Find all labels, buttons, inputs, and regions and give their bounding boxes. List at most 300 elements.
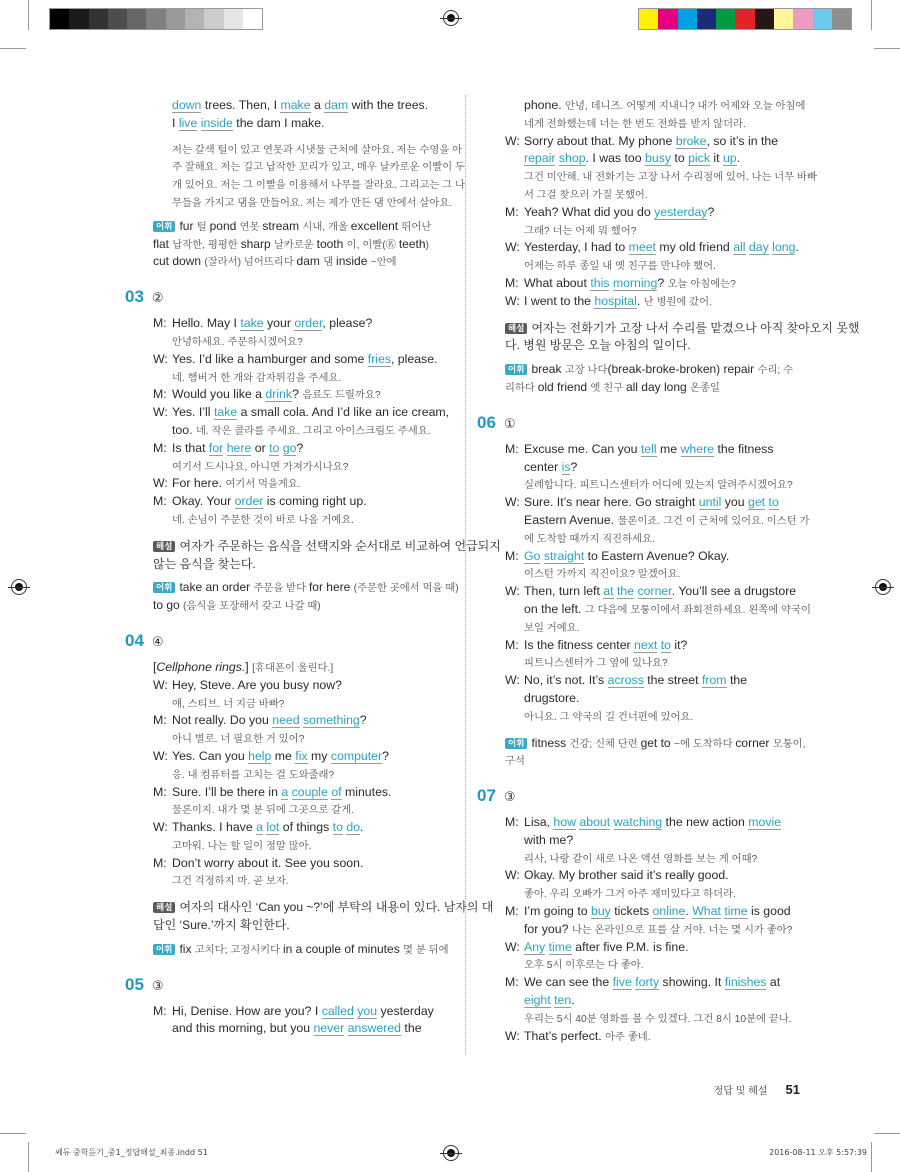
blank-answer: help xyxy=(248,748,272,763)
text-segment: all day long xyxy=(625,379,691,394)
text-segment: with the trees. xyxy=(348,98,429,112)
blank-answer: across xyxy=(607,673,644,688)
text-segment: Sorry about that. My phone xyxy=(524,133,676,148)
answer-choice: ③ xyxy=(151,977,164,993)
speaker-label: M: xyxy=(153,316,167,331)
text-line xyxy=(505,115,805,133)
blank-answer: hospital xyxy=(594,293,637,308)
text-line xyxy=(153,458,453,476)
blank-answer: forty xyxy=(635,975,660,990)
text-segment: Thanks. I have xyxy=(172,820,257,835)
text-segment: to xyxy=(671,151,689,166)
crop-mark xyxy=(28,0,29,30)
blank-answer: to xyxy=(768,495,779,510)
text-segment: it? xyxy=(670,637,688,652)
speaker-label: M: xyxy=(505,441,519,456)
speaker-label: M: xyxy=(505,637,519,652)
text-segment: 답인 ‘Sure.’까지 확인한다. xyxy=(153,918,290,933)
text-line xyxy=(505,150,805,168)
explanation-badge: 해설 xyxy=(153,541,175,552)
text-segment: pond xyxy=(209,218,240,233)
color-swatch-bar xyxy=(638,8,852,30)
text-segment: a small cola. And I’d like an ice cream, xyxy=(237,405,450,420)
text-segment: Hi, Denise. How are you? I xyxy=(172,1003,322,1018)
korean-translation: 네. 햄버거 한 개와 감자튀김을 주세요. xyxy=(172,372,342,384)
text-line xyxy=(505,654,805,672)
text-segment: me xyxy=(656,441,681,456)
text-segment: Excuse me. Can you xyxy=(524,441,641,456)
blank-answer: couple xyxy=(291,784,328,799)
text-segment: excellent xyxy=(350,218,402,233)
blank-answer: live xyxy=(178,115,198,130)
text-segment: . xyxy=(736,151,741,166)
text-line xyxy=(505,974,805,992)
blank-answer: watching xyxy=(613,815,663,830)
korean-translation: 얘, 스티브. 너 지금 바빠? xyxy=(172,698,285,710)
text-line xyxy=(505,708,805,726)
korean-translation: 서 그걸 찾으러 가질 못했어. xyxy=(524,189,648,201)
korean-translation: 몇 분 뒤에 xyxy=(403,944,449,956)
korean-translation: 이스턴 가까지 직진이요? 알겠어요. xyxy=(524,569,681,581)
blank-answer: until xyxy=(698,495,722,510)
blank-answer: you xyxy=(357,1003,378,1018)
blank-answer: do xyxy=(346,820,361,835)
blank-answer: What xyxy=(692,904,721,919)
text-segment: repair xyxy=(723,362,758,377)
text-line xyxy=(505,619,805,637)
speaker-label: W: xyxy=(505,495,520,510)
speaker-label: W: xyxy=(153,476,168,491)
speaker-label: W: xyxy=(153,351,168,366)
text-segment: For here. xyxy=(172,476,226,491)
text-segment: Yes. I’d like a hamburger and some xyxy=(172,351,368,366)
text-segment: minutes. xyxy=(341,784,392,799)
blank-answer: computer xyxy=(330,748,383,763)
text-segment: , so it’s in the xyxy=(706,133,779,148)
text-line xyxy=(153,115,453,133)
korean-translation: 응. 내 컴퓨터를 고치는 걸 도와줄래? xyxy=(172,769,335,781)
text-line xyxy=(505,885,805,903)
text-segment: I’m going to xyxy=(524,904,591,919)
korean-translation: 리하다 xyxy=(505,382,538,394)
blank-answer: called xyxy=(321,1003,354,1018)
crop-mark xyxy=(0,48,26,49)
korean-translation: 오늘 아침에는? xyxy=(667,278,736,290)
color-swatch xyxy=(185,9,204,29)
text-segment: tickets xyxy=(610,904,653,919)
speaker-label: M: xyxy=(505,204,519,219)
blank-answer: straight xyxy=(543,548,585,563)
vocab-badge: 어휘 xyxy=(505,364,527,375)
text-segment: tooth xyxy=(316,236,347,251)
text-line xyxy=(153,315,453,333)
korean-translation: 네. 손님이 주문한 것이 바로 나올 거예요. xyxy=(172,514,355,526)
blank-answer: ten xyxy=(554,993,572,1008)
blank-answer: morning xyxy=(612,275,658,290)
speaker-label: M: xyxy=(505,548,519,563)
text-line xyxy=(153,556,453,574)
korean-translation: ~안에 xyxy=(370,257,397,269)
blank-answer: of xyxy=(331,784,342,799)
speaker-label: M: xyxy=(505,904,519,919)
text-line xyxy=(153,369,453,387)
blank-answer: take xyxy=(213,405,238,420)
para-block xyxy=(153,97,453,133)
korean-translation: 안녕하세요. 주문하시겠어요? xyxy=(172,336,303,348)
korean-translation: 피트니스센터가 그 옆에 있나요? xyxy=(524,658,668,670)
text-line xyxy=(505,850,805,868)
korean-translation: 건강; 신체 단련 xyxy=(569,738,641,750)
text-line xyxy=(505,293,805,311)
text-line xyxy=(153,176,465,194)
text-segment: Is the fitness center xyxy=(524,637,635,652)
korean-translation: 어제는 하루 종일 내 옛 친구를 만나야 했어. xyxy=(524,261,716,273)
crop-mark xyxy=(871,0,872,30)
korean-translation: 여기서 먹을게요. xyxy=(225,479,301,491)
korean-translation: 주 잘해요. 저는 길고 납작한 꼬리가 있고, 매우 날카로운 이빨이 두 xyxy=(172,162,465,174)
color-swatch xyxy=(50,9,69,29)
vocabulary-note xyxy=(505,361,805,397)
text-line xyxy=(153,659,453,677)
korean-translation: 그건 걱정하지 마. 곧 보자. xyxy=(172,876,289,888)
text-line xyxy=(505,583,805,601)
text-segment: 않는 음식을 찾는다. xyxy=(153,556,256,571)
korean-translation: [휴대폰이 울린다.] xyxy=(252,662,334,674)
text-segment: drugstore. xyxy=(524,690,580,705)
text-line xyxy=(505,459,805,477)
text-segment: Yes. I’ll xyxy=(172,405,214,420)
text-line xyxy=(505,494,805,512)
blank-answer: from xyxy=(701,673,727,688)
speaker-label: W: xyxy=(505,584,520,599)
color-swatch xyxy=(108,9,127,29)
korean-translation: 수리; 수 xyxy=(757,365,794,377)
color-swatch xyxy=(813,9,832,29)
text-line xyxy=(505,361,805,379)
text-line xyxy=(153,712,453,730)
speaker-label: M: xyxy=(505,275,519,290)
text-segment: the street xyxy=(643,673,702,688)
blank-answer: drink xyxy=(265,387,293,402)
text-line xyxy=(153,404,453,422)
korean-translation: 물론이죠. 그건 이 근처에 있어요. 이스턴 가 xyxy=(617,515,810,527)
text-segment: after five P.M. is fine. xyxy=(571,939,689,954)
explanation-badge: 해설 xyxy=(505,323,527,334)
registration-mark-icon xyxy=(11,579,27,595)
korean-translation: (주문한 곳에서 먹을 때) xyxy=(353,583,459,595)
text-segment: ? xyxy=(657,275,668,290)
question-number: 06 xyxy=(477,412,496,432)
korean-translation: 무들을 가지고 댐을 만들어요. 저는 제가 만든 댐 안에서 살아요. xyxy=(172,197,453,209)
korean-translation: 네게 전화했는데 너는 한 번도 전화를 받지 않더라. xyxy=(524,118,746,130)
text-line xyxy=(505,690,805,708)
korean-translation: 리사, 나랑 같이 새로 나온 액션 영화를 보는 게 어때? xyxy=(524,853,758,865)
page-number: 51 xyxy=(785,1082,800,1097)
crop-mark xyxy=(0,1133,26,1134)
text-line xyxy=(505,168,817,186)
blank-answer: up xyxy=(722,151,737,166)
crop-mark xyxy=(871,1142,872,1172)
blank-answer: online xyxy=(652,904,686,919)
speaker-label: W: xyxy=(505,240,520,255)
dialogue-block xyxy=(505,814,805,1045)
text-segment: for here xyxy=(308,580,354,595)
text-segment: is coming right up. xyxy=(263,494,367,509)
text-line xyxy=(505,735,805,753)
text-line xyxy=(153,801,453,819)
text-segment: fix xyxy=(179,941,195,956)
dialogue-block xyxy=(153,315,453,529)
korean-translation: 아니 별로. 너 필요한 거 있어? xyxy=(172,734,305,746)
blank-answer: how xyxy=(553,815,576,830)
blank-answer: meet xyxy=(628,240,656,255)
text-segment: [ xyxy=(153,659,157,674)
vocabulary-note xyxy=(153,218,453,271)
right-column xyxy=(477,97,860,1045)
text-line xyxy=(153,440,453,458)
section-header xyxy=(125,629,453,653)
blank-answer: buy xyxy=(591,904,611,919)
text-segment: the dam I make. xyxy=(232,115,325,130)
korean-translation: 납작한, 평평한 xyxy=(172,239,241,251)
color-swatch xyxy=(735,9,754,29)
text-line xyxy=(153,1003,453,1021)
text-segment: (break-broke-broken) xyxy=(607,362,724,377)
text-line xyxy=(153,351,453,369)
korean-translation: 뛰어난 xyxy=(401,221,432,233)
text-segment: , please. xyxy=(390,351,438,366)
speaker-label: W: xyxy=(153,405,168,420)
color-swatch xyxy=(774,9,793,29)
speaker-label: M: xyxy=(153,784,167,799)
text-segment: too. xyxy=(172,422,196,437)
text-segment: I xyxy=(172,115,179,130)
korean-translation: 네. 작은 콜라를 주세요. 그리고 아이스크림도 주세요. xyxy=(195,425,431,437)
korean-translation: 그래? 너는 어제 뭐 했어? xyxy=(524,225,637,237)
text-line xyxy=(153,218,453,236)
text-segment: fur xyxy=(179,218,197,233)
color-swatch xyxy=(639,9,658,29)
color-swatch xyxy=(716,9,735,29)
text-segment: Hey, Steve. Are you busy now? xyxy=(172,677,342,692)
korean-translation: 날카로운 xyxy=(273,239,317,251)
blank-answer: day xyxy=(748,240,769,255)
text-line xyxy=(505,867,805,885)
korean-translation: 온종일 xyxy=(690,382,720,394)
speaker-label: W: xyxy=(505,1028,520,1043)
text-line xyxy=(153,695,453,713)
blank-answer: all xyxy=(733,240,746,255)
korean-translation: 음료도 드릴까요? xyxy=(302,390,381,402)
blank-answer: for xyxy=(208,440,224,455)
text-segment: the xyxy=(726,673,748,688)
text-segment: your xyxy=(263,316,295,331)
text-segment: you xyxy=(721,495,748,510)
korean-translation: ~에 도착하다 xyxy=(673,738,736,750)
text-segment: Not really. Do you xyxy=(172,713,273,728)
text-segment: to Eastern Avenue? Okay. xyxy=(584,548,730,563)
korean-translation: 주문을 받다 xyxy=(253,583,309,595)
blank-answer: make xyxy=(280,98,311,112)
korean-translation: 안녕, 데니즈. 어떻게 지내니? 내가 어제와 오늘 아침에 xyxy=(565,101,806,112)
text-segment: Is that xyxy=(172,440,209,455)
text-segment: fitness xyxy=(531,735,570,750)
blank-answer: never xyxy=(313,1021,345,1036)
text-line xyxy=(153,333,453,351)
text-line xyxy=(153,422,453,440)
vocabulary-note xyxy=(505,735,805,771)
vocabulary-note xyxy=(153,941,453,959)
crop-mark xyxy=(28,1142,29,1172)
section-header xyxy=(125,285,453,309)
text-line xyxy=(153,236,453,254)
text-line xyxy=(505,337,805,355)
question-number: 05 xyxy=(125,974,144,994)
speaker-label: W: xyxy=(505,868,520,883)
text-segment: Sure. It’s near here. Go straight xyxy=(524,495,699,510)
blank-answer: to xyxy=(269,440,280,455)
text-segment: ] xyxy=(245,659,253,674)
text-line xyxy=(505,275,805,293)
text-line xyxy=(505,379,805,397)
blank-answer: fix xyxy=(295,748,308,763)
text-line xyxy=(153,194,453,212)
text-segment: 여자는 전화기가 고장 나서 수리를 맡겼으나 아직 찾아오지 못했 xyxy=(531,320,860,335)
blank-answer: about xyxy=(579,815,611,830)
text-line xyxy=(153,475,453,493)
text-segment: teeth xyxy=(398,236,426,251)
blank-answer: corner xyxy=(637,584,672,599)
blank-answer: a xyxy=(256,820,263,835)
text-line xyxy=(153,837,453,855)
blank-answer: Any xyxy=(524,939,546,954)
korean-translation: 구석 xyxy=(505,756,525,768)
text-line xyxy=(505,637,805,655)
text-segment: ? xyxy=(359,713,367,728)
text-segment: Okay. My brother said it’s really good. xyxy=(524,868,729,883)
text-segment: corner xyxy=(735,735,773,750)
registration-mark-icon xyxy=(875,579,891,595)
blank-answer: five xyxy=(612,975,632,990)
text-segment: my old friend xyxy=(655,240,734,255)
speaker-label: M: xyxy=(505,975,519,990)
korean-translation: 저는 갈색 털이 있고 연못과 시냇물 근처에 살아요. 저는 수영을 아 xyxy=(172,144,463,156)
blank-answer: take xyxy=(240,316,264,331)
korean-translation: ) xyxy=(425,239,429,251)
text-segment: . You’ll see a drugstore xyxy=(671,584,797,599)
korean-translation: 오후 5시 이후로는 다 좋아. xyxy=(524,960,644,972)
color-swatch xyxy=(658,9,677,29)
blank-answer: to xyxy=(332,820,343,835)
blank-answer: yesterday xyxy=(654,204,708,219)
text-segment: to go xyxy=(153,598,184,613)
text-line xyxy=(505,992,805,1010)
text-segment: Yesterday, I had to xyxy=(524,240,629,255)
dialogue-block xyxy=(505,97,817,311)
registration-mark-icon xyxy=(443,1145,459,1161)
trans-block xyxy=(153,141,465,212)
blank-answer: pick xyxy=(688,151,710,166)
korean-translation: 털 xyxy=(196,221,210,233)
text-segment xyxy=(634,584,637,598)
blank-answer: is xyxy=(561,459,571,474)
text-segment: is good xyxy=(747,904,791,919)
speaker-label: W: xyxy=(505,673,520,688)
blank-answer: this xyxy=(590,275,610,290)
text-segment: of things xyxy=(279,820,333,835)
color-swatch xyxy=(89,9,108,29)
korean-translation: 연못 xyxy=(239,221,263,233)
blank-answer: long xyxy=(772,240,796,255)
text-segment: break xyxy=(531,362,565,377)
section-header xyxy=(477,411,805,435)
text-line xyxy=(505,548,805,566)
blank-answer: shop xyxy=(558,151,586,166)
text-line xyxy=(153,855,453,873)
blank-answer: Go xyxy=(524,548,541,563)
text-line xyxy=(505,204,805,222)
blank-answer: where xyxy=(680,441,715,456)
color-swatch xyxy=(166,9,185,29)
explanation-badge: 해설 xyxy=(153,902,175,913)
color-swatch xyxy=(755,9,774,29)
text-line xyxy=(505,530,805,548)
text-line xyxy=(153,141,463,159)
text-line xyxy=(505,565,805,583)
blank-answer: finishes xyxy=(724,975,767,990)
blank-answer: go xyxy=(282,440,297,455)
blank-answer: answered xyxy=(347,1021,402,1036)
korean-translation: 시내, 개울 xyxy=(302,221,351,233)
answer-choice: ③ xyxy=(503,789,516,805)
text-segment: Hello. May I xyxy=(172,316,241,331)
blank-answer: tell xyxy=(640,441,657,456)
text-line xyxy=(153,253,453,271)
vocab-badge: 어휘 xyxy=(153,221,175,232)
text-line xyxy=(153,784,453,802)
text-segment: on the left. xyxy=(524,601,585,616)
speaker-label: M: xyxy=(505,815,519,830)
speaker-label: W: xyxy=(153,748,168,763)
korean-translation: 이, 이빨(㊔ xyxy=(346,239,399,251)
text-segment: Yes. Can you xyxy=(172,748,249,763)
text-segment: the fitness xyxy=(714,441,774,456)
speaker-label: M: xyxy=(153,494,167,509)
text-segment: , please? xyxy=(322,316,373,331)
blank-answer: movie xyxy=(748,815,782,830)
section-header xyxy=(477,784,805,808)
text-segment: ? xyxy=(292,387,303,402)
korean-translation: 고장 나다 xyxy=(564,365,608,377)
blank-answer: time xyxy=(548,939,572,954)
color-swatch xyxy=(224,9,243,29)
blank-answer: something xyxy=(303,713,360,728)
color-swatch xyxy=(832,9,851,29)
text-segment: Would you like a xyxy=(172,387,266,402)
blank-answer: busy xyxy=(645,151,671,166)
text-line xyxy=(153,899,494,917)
korean-translation: 모퉁이, xyxy=(772,738,806,750)
text-segment: Then, turn left xyxy=(524,584,604,599)
text-segment: trees. Then, I xyxy=(201,98,281,112)
blank-answer: order xyxy=(234,494,264,509)
text-segment: . xyxy=(685,904,693,919)
speaker-label: W: xyxy=(505,133,520,148)
korean-translation: (잘라서) 넘어뜨리다 xyxy=(204,257,297,269)
text-segment: Cellphone rings. xyxy=(156,659,246,674)
slug-date: 2016-08-11 오후 5:57:39 xyxy=(769,1148,867,1157)
blank-answer: inside xyxy=(200,115,233,130)
